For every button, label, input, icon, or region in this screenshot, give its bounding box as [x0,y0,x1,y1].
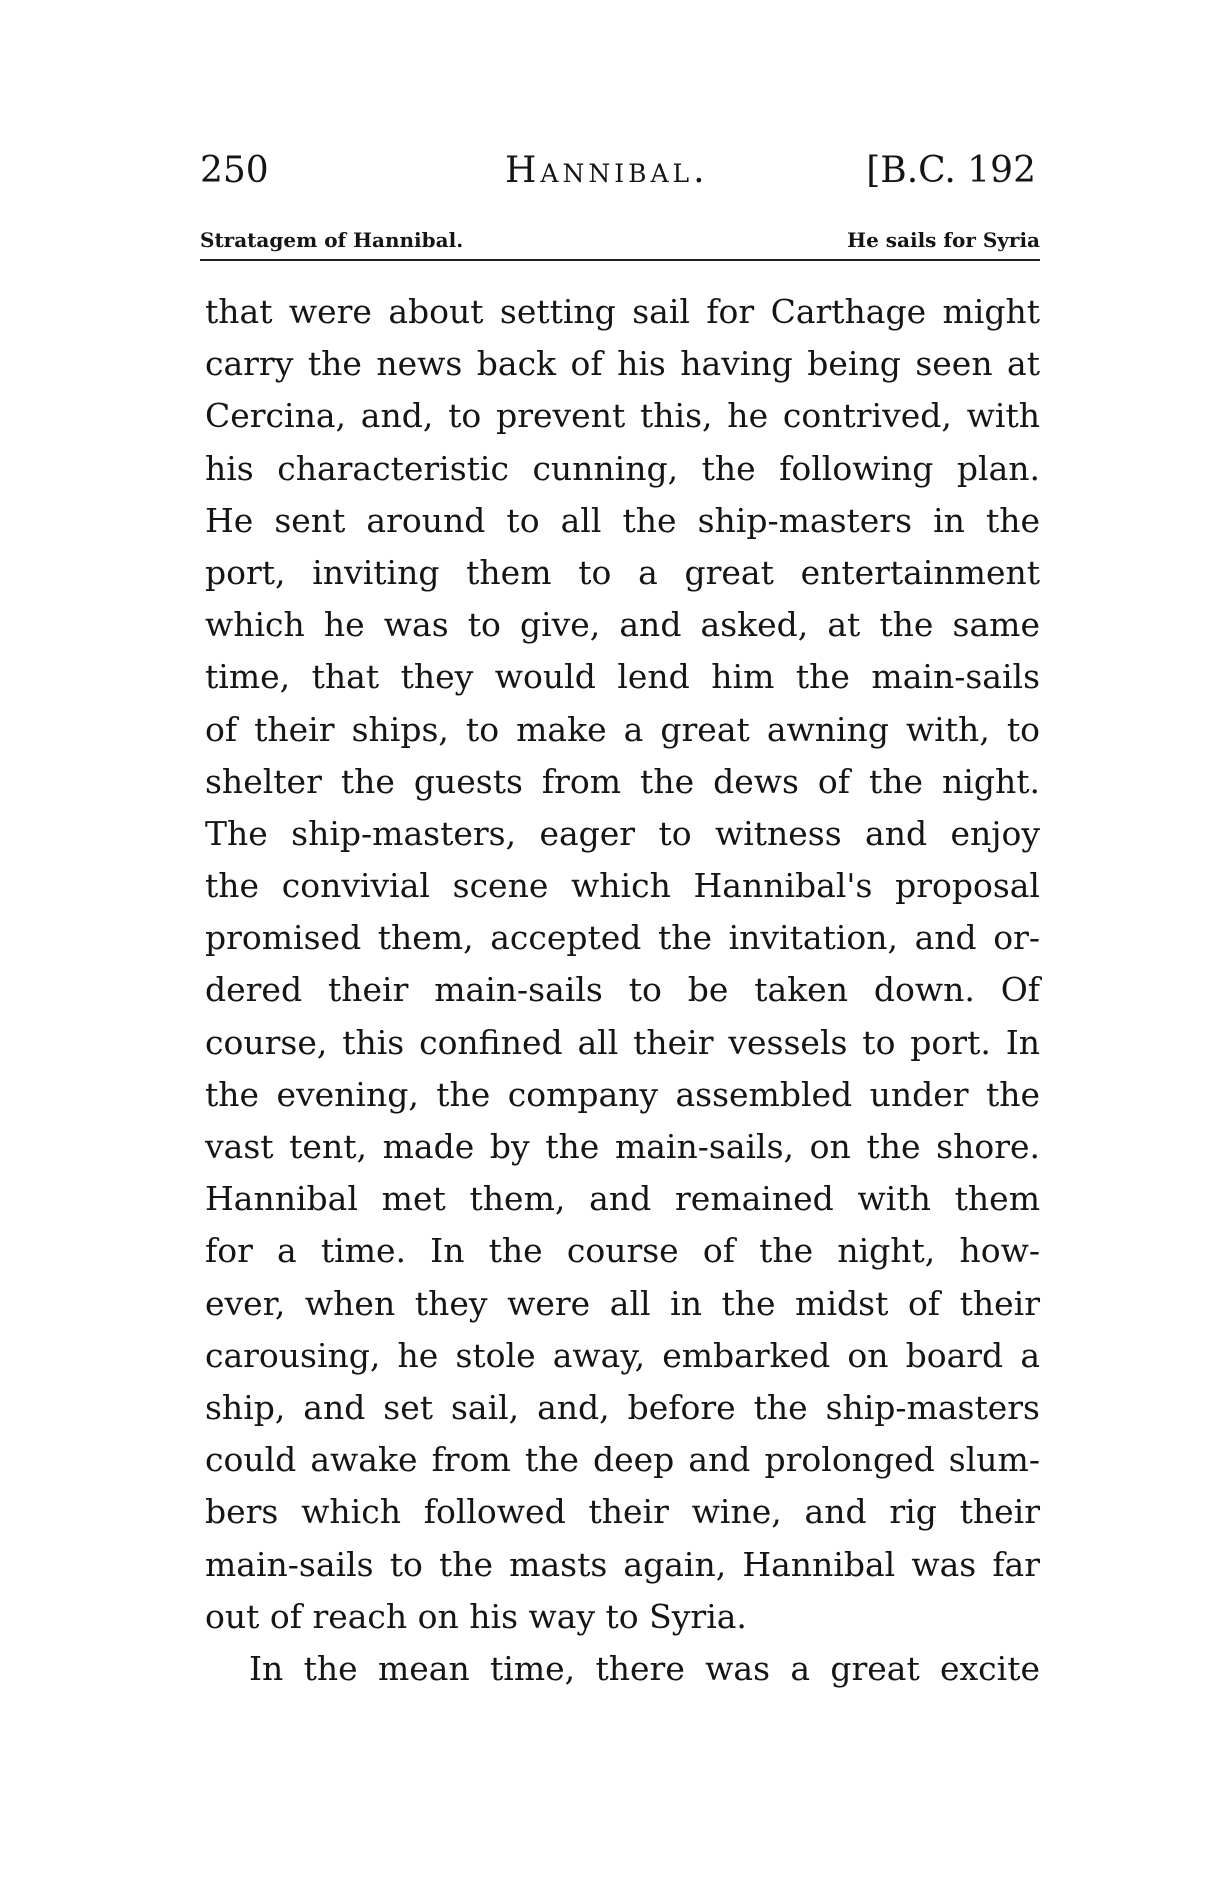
text-line: ship, and set sail, and, before the ship-masters [205,1387,1040,1427]
text-line: shelter the guests from the dews of the night. [205,761,1040,801]
text-line: vast tent, made by the main-sails, on the shore. [205,1127,1040,1166]
text-line: time, that they would lend him the main-sails [205,657,1040,697]
text-line: promised them, accepted the invitation, and or- [205,918,1040,958]
text-line: ever, when they were all in the midst of their [205,1283,1040,1323]
text-line: carry the news back of his having being seen at [205,344,1040,384]
text-line: that were about setting sail for Carthage might [205,292,1040,331]
text-line: carousing, he stole away, embarked on board a [205,1335,1040,1375]
text-line: the convivial scene which Hannibal's proposal [205,866,1040,906]
text-line: port, inviting them to a great entertainment [205,552,1040,592]
text-line: bers which followed their wine, and rig their [205,1492,1040,1532]
text-line: He sent around to all the ship-masters in the [205,500,1040,540]
page-number: 250 [200,150,269,191]
text-line: could awake from the deep and prolonged slum- [205,1440,1040,1480]
text-line: the evening, the company assembled under the [205,1074,1040,1114]
text-line: The ship-masters, eager to witness and enjoy [205,813,1040,853]
subheader-left: Stratagem of Hannibal. [200,228,464,252]
running-title: Hannibal. [505,150,709,191]
running-date: [B.C. 192 [866,150,1036,191]
header-rule [200,259,1040,261]
text-line: which he was to give, and asked, at the same [205,605,1040,645]
text-line: dered their main-sails to be taken down. Of [205,970,1040,1010]
text-line: course, this confined all their vessels to port. In [205,1022,1040,1062]
text-line: main-sails to the masts again, Hannibal was far [205,1544,1040,1584]
body-text [205,286,1040,1695]
running-head [200,150,1040,200]
subheader [200,228,1040,258]
text-line: his characteristic cunning, the following plan. [205,448,1040,488]
paragraph-end-line: out of reach on his way to Syria. [205,1596,747,1636]
text-line: Hannibal met them, and remained with them [205,1179,1040,1219]
paragraph-start-line: In the mean time, there was a great excite [249,1648,1040,1688]
text-line: for a time. In the course of the night, how- [205,1231,1040,1271]
text-line: Cercina, and, to prevent this, he contrived, with [205,396,1040,436]
subheader-right: He sails for Syria [847,228,1040,252]
text-line: of their ships, to make a great awning with, to [205,709,1040,749]
